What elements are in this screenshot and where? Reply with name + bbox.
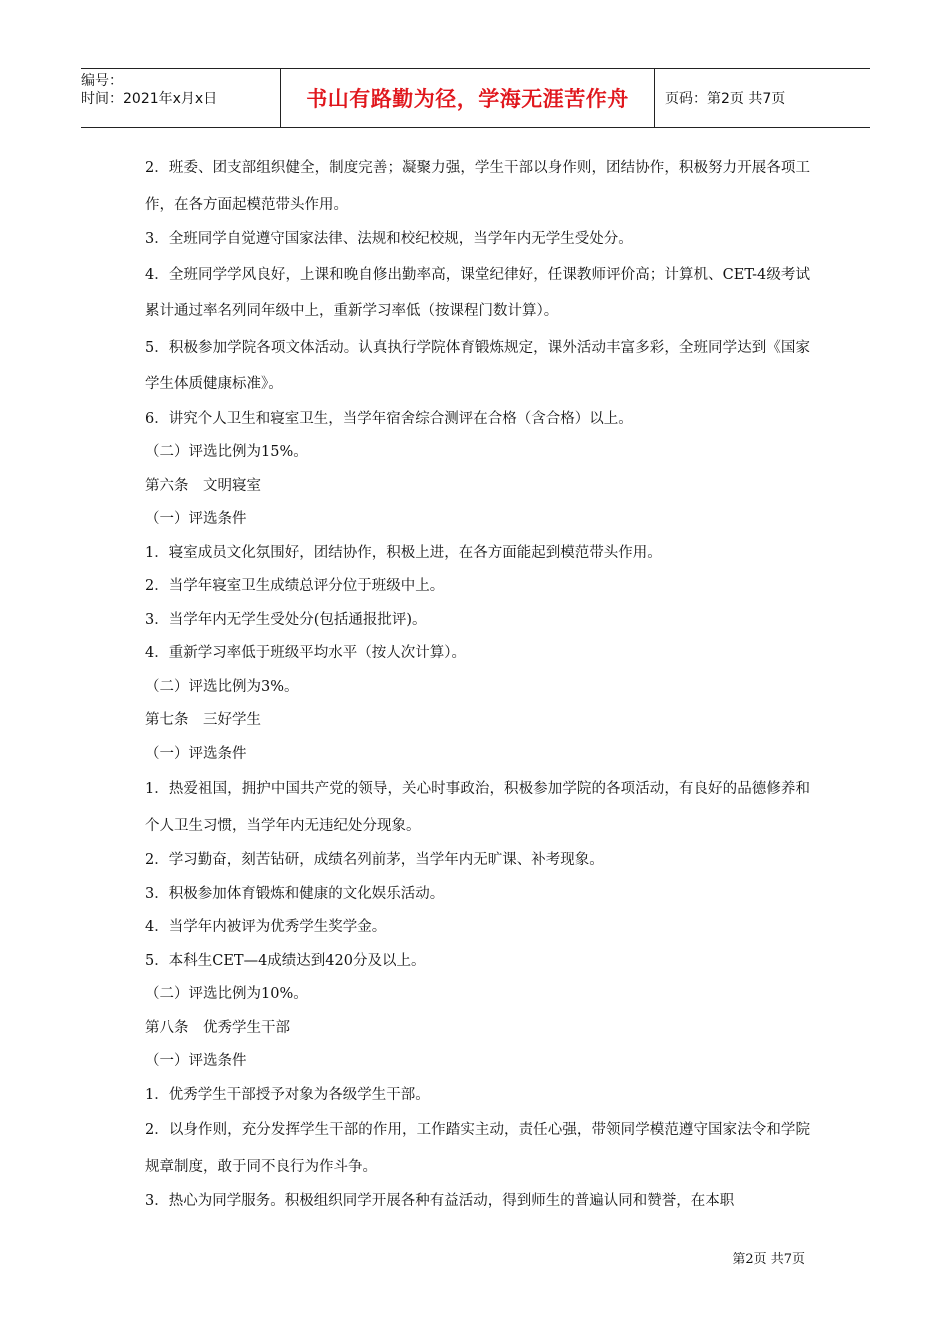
- subsection-heading: （一）评选条件: [145, 1053, 247, 1069]
- section-heading: 第六条 文明寝室: [145, 477, 261, 494]
- paragraph: 2．班委、团支部组织健全，制度完善；凝聚力强，学生干部以身作则，团结协作，积极努力开展各项工作，在各方面起模范带头作用。: [145, 160, 810, 213]
- paragraph: 1．寝室成员文化氛围好，团结协作，积极上进，在各方面能起到模范带头作用。: [145, 544, 662, 561]
- paragraph: 4．重新学习率低于班级平均水平（按人次计算）。: [145, 645, 466, 661]
- paragraph: 3．积极参加体育锻炼和健康的文化娱乐活动。: [145, 885, 445, 902]
- subsection-heading: （一）评选条件: [145, 511, 247, 527]
- section-heading: 第七条 三好学生: [145, 712, 261, 728]
- paragraph: 1．优秀学生干部授予对象为各级学生干部。: [145, 1086, 430, 1103]
- document-body: [145, 150, 810, 1219]
- paragraph: （二）评选比例为10%。: [145, 986, 308, 1002]
- paragraph: 6．讲究个人卫生和寝室卫生，当学年宿舍综合测评在合格（含合格）以上。: [145, 410, 633, 427]
- page-footer: 第2页 共7页: [732, 1252, 805, 1267]
- paragraph: 3．全班同学自觉遵守国家法律、法规和校纪校规，当学年内无学生受处分。: [145, 231, 633, 247]
- header-page-label: 页码：第2页 共7页: [665, 91, 786, 107]
- header-meta: [81, 69, 281, 127]
- paragraph: 4．全班同学学风良好，上课和晚自修出勤率高，课堂纪律好，任课教师评价高；计算机、CET-4级考试累计通过率名列同年级中上，重新学习率低（按课程门数计算）。: [145, 266, 810, 319]
- paragraph: 4．当学年内被评为优秀学生奖学金。: [145, 919, 387, 935]
- header-motto: 书山有路勤为径，学海无涯苦作舟: [281, 69, 655, 127]
- paragraph: 5．本科生CET—4成绩达到420分及以上。: [145, 952, 426, 969]
- document-header: [81, 68, 870, 128]
- paragraph: 3．当学年内无学生受处分(包括通报批评)。: [145, 611, 427, 628]
- paragraph: 2．当学年寝室卫生成绩总评分位于班级中上。: [145, 578, 445, 594]
- section-heading: 第八条 优秀学生干部: [145, 1019, 290, 1036]
- paragraph: （二）评选比例为3%。: [145, 678, 299, 695]
- paragraph: 2．以身作则，充分发挥学生干部的作用，工作踏实主动，责任心强，带领同学模范遵守国家法令和学院规章制度，敢于同不良行为作斗争。: [145, 1122, 810, 1175]
- number-label: 编号：: [81, 73, 123, 89]
- paragraph: 3．热心为同学服务。积极组织同学开展各种有益活动，得到师生的普遍认同和赞誉，在本职: [145, 1193, 735, 1209]
- time-label: 时间：2021年x月x日: [81, 91, 218, 107]
- paragraph: 2．学习勤奋，刻苦钻研，成绩名列前茅，当学年内无旷课、补考现象。: [145, 852, 604, 868]
- subsection-heading: （一）评选条件: [145, 745, 247, 762]
- paragraph: 1．热爱祖国，拥护中国共产党的领导，关心时事政治，积极参加学院的各项活动，有良好的品德修养和个人卫生习惯，当学年内无违纪处分现象。: [145, 781, 810, 834]
- paragraph: （二）评选比例为15%。: [145, 444, 308, 460]
- paragraph: 5．积极参加学院各项文体活动。认真执行学院体育锻炼规定，课外活动丰富多彩，全班同学达到《国家学生体质健康标准》。: [145, 339, 810, 392]
